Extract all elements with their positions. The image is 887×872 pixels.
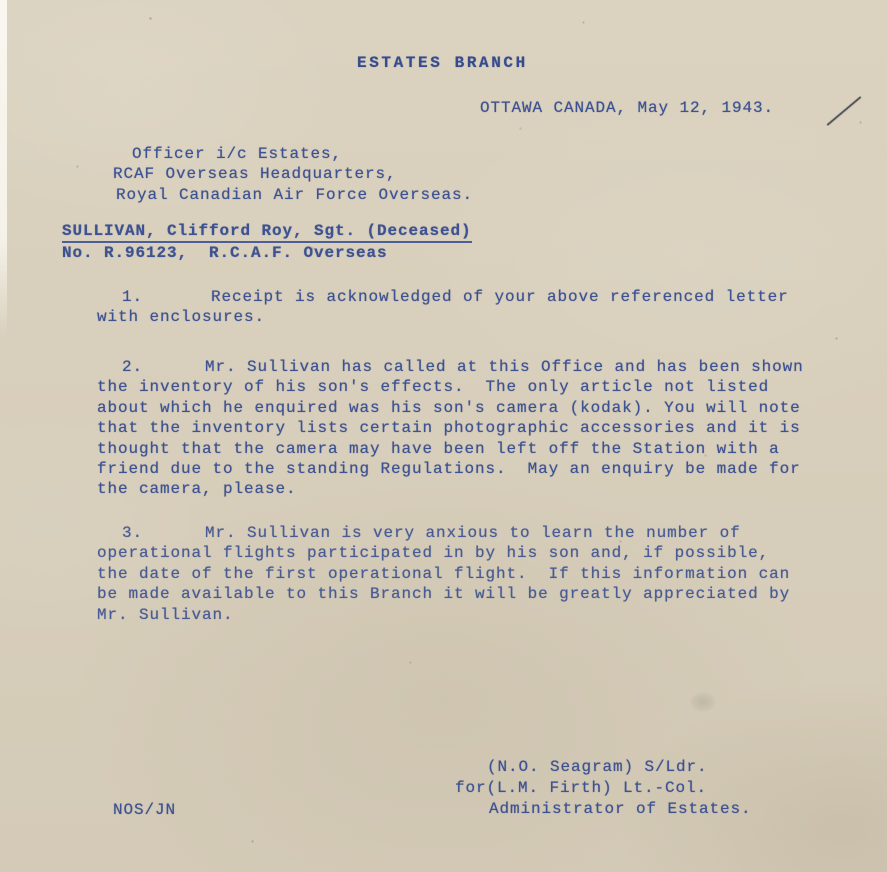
letter-heading: ESTATES BRANCH [357, 54, 528, 72]
paragraph-3-number: 3. [122, 524, 144, 542]
dateline: OTTAWA CANADA, May 12, 1943. [480, 99, 775, 117]
signature-for-officer: for(L.M. Firth) Lt.-Col. [455, 779, 708, 797]
subject-line-underlined [62, 221, 472, 241]
paragraph-3-line-5: Mr. Sullivan. [97, 606, 234, 624]
paragraph-2-line-5: thought that the camera may have been left off the Station with a [97, 440, 780, 458]
address-line-3: Royal Canadian Air Force Overseas. [116, 186, 474, 204]
paragraph-3-line-2: operational flights participated in by his son and, if possible, [97, 544, 770, 562]
subject-service-number: No. R.96123, R.C.A.F. Overseas [62, 244, 388, 262]
address-line-1: Officer i/c Estates, [132, 145, 343, 163]
scan-edge-strip [0, 0, 7, 340]
signature-signer: (N.O. Seagram) S/Ldr. [487, 758, 708, 776]
signature-title: Administrator of Estates. [489, 800, 752, 818]
pen-slash-mark-icon [827, 96, 862, 126]
paragraph-2-first-line: Mr. Sullivan has called at this Office and has been shown [205, 358, 804, 376]
paragraph-2-line-7: the camera, please. [97, 480, 297, 498]
address-line-2: RCAF Overseas Headquarters, [113, 165, 397, 183]
subject-name-text: SULLIVAN, Clifford Roy, Sgt. (Deceased) [62, 222, 472, 243]
paragraph-3-line-3: the date of the first operational flight. If this information can [97, 565, 791, 583]
paragraph-3-line-4: be made available to this Branch it will be greatly appreciated by [97, 585, 791, 603]
paper-stain [690, 692, 716, 712]
paragraph-3-first-line: Mr. Sullivan is very anxious to learn the number of [205, 524, 741, 542]
paragraph-2-number: 2. [122, 358, 144, 376]
scan-speckles [0, 0, 1, 1]
paragraph-2-line-2: the inventory of his son's effects. The only article not listed [97, 378, 770, 396]
paragraph-1-first-line: Receipt is acknowledged of your above referenced letter [211, 288, 789, 306]
paragraph-2-line-3: about which he enquired was his son's camera (kodak). You will note [97, 399, 801, 417]
paragraph-2-line-4: that the inventory lists certain photographic accessories and it is [97, 419, 801, 437]
paragraph-2-line-6: friend due to the standing Regulations. May an enquiry be made for [97, 460, 801, 478]
reference-initials: NOS/JN [113, 801, 177, 819]
paragraph-1-number: 1. [122, 288, 144, 306]
paragraph-1-line-2: with enclosures. [97, 308, 266, 326]
